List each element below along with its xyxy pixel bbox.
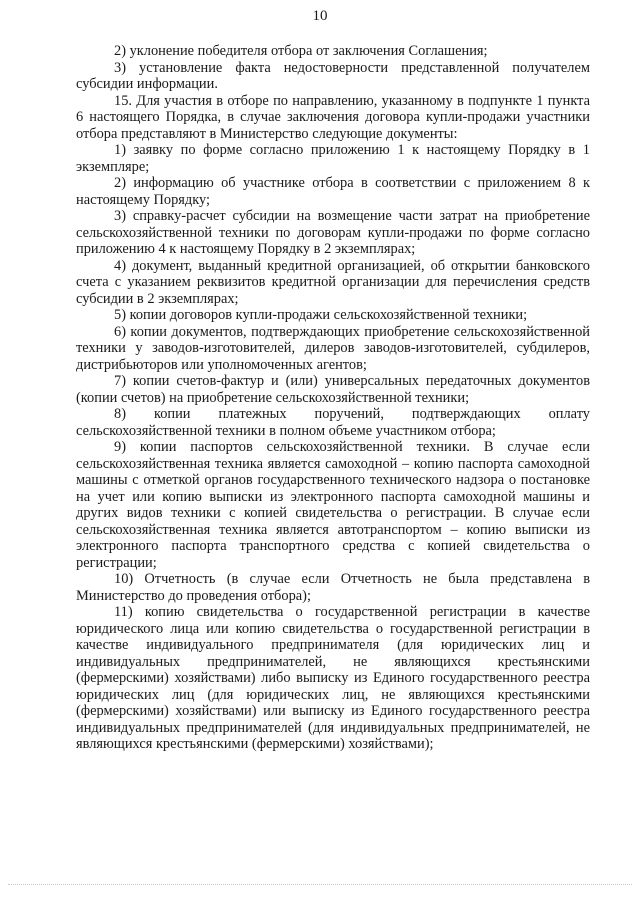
paragraph-doc-8: 8) копии платежных поручений, подтверждающих оплату сельскохозяйственной техники в полном объеме участником отбора; — [76, 406, 590, 439]
paragraph-doc-10: 10) Отчетность (в случае если Отчетность не была представлена в Министерство до проведения отбора); — [76, 571, 590, 604]
document-body — [76, 43, 590, 753]
paragraph-doc-1: 1) заявку по форме согласно приложению 1 к настоящему Порядку в 1 экземпляре; — [76, 142, 590, 175]
paragraph-doc-4: 4) документ, выданный кредитной организацией, об открытии банковского счета с указанием реквизитов кредитной организации для перечисления средств субсидии в 2 экземплярах; — [76, 257, 590, 307]
paragraph-doc-7: 7) копии счетов-фактур и (или) универсальных передаточных документов (копии счетов) на приобретение сельскохозяйственной техники; — [76, 373, 590, 406]
page-number: 10 — [312, 8, 328, 24]
paragraph-item-3: 3) установление факта недостоверности представленной получателем субсидии информации. — [76, 59, 590, 92]
paragraph-doc-3: 3) справку-расчет субсидии на возмещение части затрат на приобретение сельскохозяйственной техники по договорам купли-продажи по форме согласно приложению 4 к настоящему Порядку в 2 экземплярах; — [76, 208, 590, 257]
paragraph-doc-2: 2) информацию об участнике отбора в соответствии с приложением 8 к настоящему Порядку; — [76, 175, 590, 208]
scan-edge-divider — [8, 884, 632, 885]
paragraph-doc-9: 9) копии паспортов сельскохозяйственной техники. В случае если сельскохозяйственная техника является самоходной – копию паспорта самоходной машины с отметкой органов государственного технического надзора о постановке на учет или копию выписки из электронного паспорта самоходной машины и других видов техники с копией свидетельства о регистрации. В случае если сельскохозяйственная техника является автотранспортом – копию выписки из электронного паспорта транспортного средства с копией свидетельства о регистрации; — [76, 439, 590, 571]
paragraph-doc-11: 11) копию свидетельства о государственной регистрации в качестве юридического лица или копию свидетельства о государственной регистрации в качестве индивидуального предпринимателя (для юридических лиц и индивидуальных предпринимателей, не являющихся крестьянскими (фермерскими) хозяйствами) либо выписку из Единого государственного реестра юридических лиц (для юридических лиц, не являющихся крестьянскими (фермерскими) хозяйствами) или выписку из Единого государственного реестра индивидуальных предпринимателей (для индивидуальных предпринимателей, не являющихся крестьянскими (фермерскими) хозяйствами); — [76, 604, 590, 752]
paragraph-doc-6: 6) копии документов, подтверждающих приобретение сельскохозяйственной техники у заводов-изготовителей, дилеров заводов-изготовителей, субдилеров, дистрибьюторов или уполномоченных агентов; — [76, 323, 590, 373]
paragraph-doc-5: 5) копии договоров купли-продажи сельскохозяйственной техники; — [114, 307, 528, 323]
paragraph-section-15: 15. Для участия в отборе по направлению, указанному в подпункте 1 пункта 6 настоящего Порядка, в случае заключения договора купли-продажи участники отбора представляют в Министерство следующие документы: — [76, 92, 590, 142]
paragraph-item-2: 2) уклонение победителя отбора от заключения Соглашения; — [114, 43, 488, 59]
